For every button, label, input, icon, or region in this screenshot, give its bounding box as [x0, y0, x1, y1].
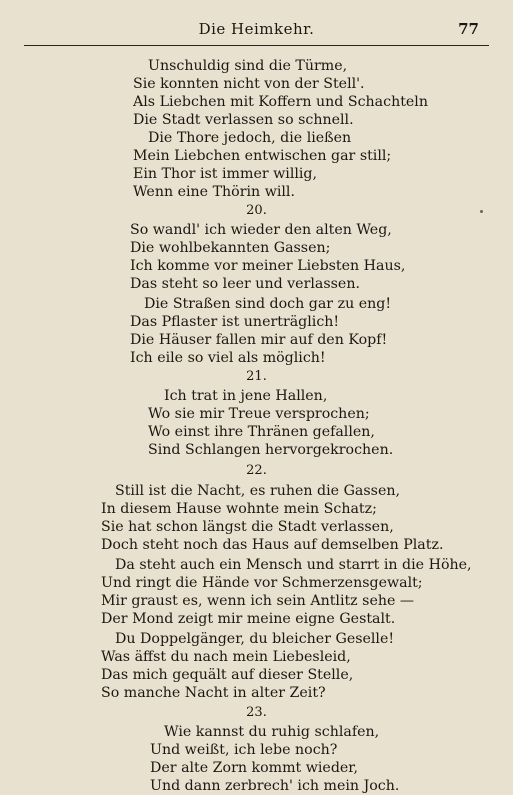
verse-line: Ich eile so viel als möglich!	[130, 350, 326, 366]
verse-line: Unschuldig sind die Türme,	[148, 58, 348, 74]
poem-number: 21.	[246, 369, 267, 384]
verse-line: Und ringt die Hände vor Schmerzensgewalt;	[101, 575, 423, 591]
paper-speck	[480, 210, 483, 213]
verse-line: Das mich gequält auf dieser Stelle,	[101, 667, 354, 683]
page-header	[24, 16, 489, 40]
verse-line: Da steht auch ein Mensch und starrt in die Höhe,	[115, 557, 472, 573]
verse-line: In diesem Hause wohnte mein Schatz;	[101, 501, 377, 517]
verse-line: Die Straßen sind doch gar zu eng!	[144, 296, 392, 312]
header-rule	[24, 45, 489, 46]
verse-line: Wenn eine Thörin will.	[133, 184, 295, 200]
verse-line: Wo einst ihre Thränen gefallen,	[148, 424, 375, 440]
verse-line: Was äffst du nach mein Liebesleid,	[101, 649, 351, 665]
verse-line: Und dann zerbrech' ich mein Joch.	[150, 778, 400, 794]
poem-number: 23.	[246, 705, 267, 720]
verse-line: Wie kannst du ruhig schlafen,	[164, 724, 380, 740]
verse-line: Der Mond zeigt mir meine eigne Gestalt.	[101, 611, 396, 627]
verse-line: So manche Nacht in alter Zeit?	[101, 685, 326, 701]
verse-line: So wandl' ich wieder den alten Weg,	[130, 222, 392, 238]
verse-line: Doch steht noch das Haus auf demselben Platz.	[101, 537, 444, 553]
verse-line: Als Liebchen mit Koffern und Schachteln	[133, 94, 428, 110]
verse-line: Ich komme vor meiner Liebsten Haus,	[130, 258, 406, 274]
verse-line: Die wohlbekannten Gassen;	[130, 240, 331, 256]
verse-line: Mir graust es, wenn ich sein Antlitz sehe —	[101, 593, 415, 609]
verse-line: Mein Liebchen entwischen gar still;	[133, 148, 392, 164]
verse-line: Die Thore jedoch, die ließen	[148, 130, 352, 146]
verse-line: Das Pflaster ist unerträglich!	[130, 314, 340, 330]
verse-line: Sind Schlangen hervorgekrochen.	[148, 442, 394, 458]
poem-number: 20.	[246, 203, 267, 218]
verse-line: Ein Thor ist immer willig,	[133, 166, 318, 182]
verse-line: Die Stadt verlassen so schnell.	[133, 112, 354, 128]
verse-line: Das steht so leer und verlassen.	[130, 276, 360, 292]
verse-line: Du Doppelgänger, du bleicher Geselle!	[115, 631, 395, 647]
running-title: Die Heimkehr.	[198, 20, 315, 38]
verse-line: Wo sie mir Treue versprochen;	[148, 406, 370, 422]
verse-line: Die Häuser fallen mir auf den Kopf!	[130, 332, 388, 348]
verse-line: Ich trat in jene Hallen,	[164, 388, 328, 404]
verse-line: Still ist die Nacht, es ruhen die Gassen,	[115, 483, 400, 499]
page-number: 77	[458, 20, 479, 38]
verse-line: Und weißt, ich lebe noch?	[150, 742, 338, 758]
poem-number: 22.	[246, 463, 267, 478]
verse-line: Sie hat schon längst die Stadt verlassen,	[101, 519, 394, 535]
verse-line: Sie konnten nicht von der Stell'.	[133, 76, 365, 92]
verse-line: Der alte Zorn kommt wieder,	[150, 760, 359, 776]
